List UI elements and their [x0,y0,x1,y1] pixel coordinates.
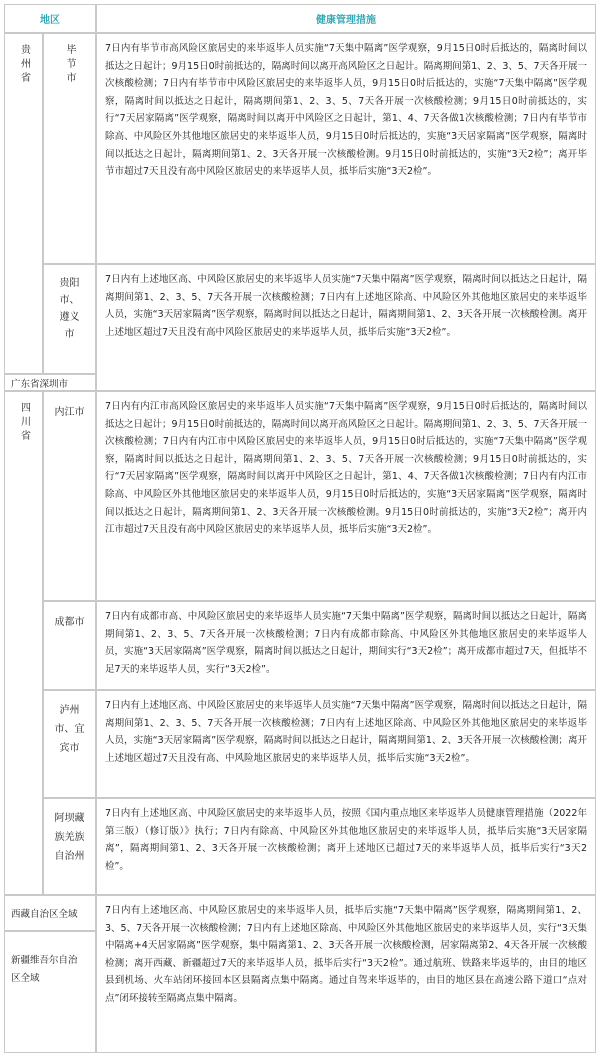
measures-chengdu-text: 7日内有成都市高、中风险区旅居史的来毕返毕人员实施“7天集中隔离”医学观察，隔离时间以抵达之日起计，隔离期间第1、2、3、5、7天各开展一次核酸检测；7日内有成都市除高、中风险区外其他地区旅居史的来毕返毕人员，实施“3天居家隔离”医学观察，隔离时间以抵达之日起计，期间实行“3天2检”；离开成都市超过7天，但抵毕不足7天的来毕返毕人员，实行“3天2检”。 [105,611,587,675]
measures-luzhou-yibin [96,690,596,798]
city-neijiang-label: 内江市 [54,407,85,418]
area-xinjiang [4,931,96,1053]
city-guiyang-zunyi [43,264,96,374]
measures-xizang-xinjiang-text: 7日内有上述地区高、中风险区旅居史的来毕返毕人员，抵毕后实施“7天集中隔离”医学观察，隔离期间第1、2、3、5、7天各开展一次核酸检测；7日内有上述地区除高、中风险区外其他地区旅居史的来毕返毕人员，实行“3天集中隔离+4天居家隔离”医学观察，集中隔离第1、2、3天各开展一次核酸检测，居家隔离第2、4天各开展一次核酸检测；离开西藏、新疆超过7天的来毕返毕人员，抵毕后实行“3天2检”。通过航班、铁路来毕返毕的，由目的地区县到机场、火车站闭环接回本区县隔离点集中隔离。通过自驾来毕返毕的，由目的地区县在高速公路下道口“点对点”闭环接转至隔离点集中隔离。 [105,905,587,1004]
city-luzhou-yibin [43,690,96,798]
city-aba-label: 阿坝藏族羌族自治州 [54,813,85,862]
measures-neijiang-text: 7日内有内江市高风险区旅居史的来毕返毕人员实施“7天集中隔离”医学观察，9月15日0时后抵达的，隔离时间以抵达之日起计；9月15日0时前抵达的，隔离时间以离开高风险区之日起计。隔离期间第1、2、3、5、7天各开展一次核酸检测；7日内有内江市中风险区旅居史的来毕返毕人员，9月15日0时后抵达的，实施“7天集中隔离”医学观察，隔离时间以抵达之日起计，隔离期间第1、2、3、5、7天各开展一次核酸检测；9月15日0时前抵达的，实行“7天居家隔离”医学观察，隔离时间以离开中风险区之日起计，第1、4、7天各做1次核酸检测；7日内有内江市除高、中风险区外其他地区旅居史的来毕返毕人员，9月15日0时后抵达的，实施“3天居家隔离”医学观察，隔离时间以抵达之日起计，隔离期间第1、2、3天各开展一次核酸检测。9月15日0时前抵达的，实施“3天2检”；离开内江市超过7天且没有高中风险区旅居史的来毕返毕人员，抵毕后实施“3天2检”。 [105,401,587,536]
measures-aba [96,798,596,895]
city-luzhou-yibin-label: 泸州市、宜宾市 [54,705,85,754]
city-chengdu-label: 成都市 [54,617,85,628]
province-guizhou-label: 贵州省 [18,44,30,86]
measures-luzhou-yibin-text: 7日内有上述地区高、中风险区旅居史的来毕返毕人员实施“7天集中隔离”医学观察，隔离时间以抵达之日起计，隔离期间第1、2、3、5、7天各开展一次核酸检测；7日内有上述地区除高、中风险区外其他地区旅居史的来毕返毕人员，实施“3天居家隔离”医学观察，隔离时间以抵达之日起计，隔离期间第1、2、3天各开展一次核酸检测；离开上述地区超过7天且没有高、中风险地区旅居史的来毕返毕人员，抵毕后实施“3天2检”。 [105,700,587,764]
measures-aba-text: 7日内有上述地区高、中风险区旅居史的来毕返毕人员，按照《国内重点地区来毕返毕人员健康管理措施（2022年第三版）（修订版）》执行；7日内有除高、中风险区外其他地区旅居史的来毕返毕人员，抵毕后实施“3天居家隔离”，隔离期间第1、2、3天各开展一次核酸检测；离开上述地区已超过7天的来毕返毕人员，抵毕后实行“3天2检”。 [105,808,587,872]
measures-chengdu [96,601,596,690]
city-chengdu [43,601,96,690]
area-guangdong-shenzhen [4,374,96,391]
area-xizang [4,895,96,931]
city-bijie [43,33,96,264]
city-bijie-label: 毕节市 [64,44,75,86]
measures-bijie-text: 7日内有毕节市高风险区旅居史的来毕返毕人员实施“7天集中隔离”医学观察，9月15日0时后抵达的，隔离时间以抵达之日起计；9月15日0时前抵达的，隔离时间以离开高风险区之日起计。隔离期间第1、2、3、5、7天各开展一次核酸检测；7日内有毕节市中风险区旅居史的来毕返毕人员，9月15日0时后抵达的，实施“7天集中隔离”医学观察，隔离时间以抵达之日起计，隔离期间第1、2、3、5、7天各开展一次核酸检测；9月15日0时前抵达的，实行“7天居家隔离”医学观察，隔离时间以离开中风险区之日起计，第1、4、7天各做1次核酸检测；7日内有毕节市除高、中风险区外其他地区旅居史的来毕返毕人员，9月15日0时后抵达的，实施“3天居家隔离”医学观察，隔离时间以抵达之日起计，隔离期间第1、2、3天各开展一次核酸检测。9月15日0时前抵达的，实施“3天2检”；离开毕节市超过7天且没有高中风险区旅居史的来毕返毕人员，抵毕后实施“3天2检”。 [105,43,587,178]
measures-guiyang-zunyi-text: 7日内有上述地区高、中风险区旅居史的来毕返毕人员实施“7天集中隔离”医学观察，隔离时间以抵达之日起计，隔离期间第1、2、3、5、7天各开展一次核酸检测；7日内有上述地区除高、中风险区外其他地区旅居史的来毕返毕人员，实施“3天居家隔离”医学观察，隔离时间以抵达之日起计，隔离期间第1、2、3天各开展一次核酸检测。离开上述地区超过7天且没有高中风险区旅居史的来毕返毕人员，抵毕后实施“3天2检”。 [105,274,587,338]
measures-bijie [96,33,596,264]
measures-neijiang [96,391,596,601]
province-sichuan-label: 四川省 [18,402,30,444]
header-area [4,4,96,33]
header-measures-label: 健康管理措施 [316,15,376,26]
area-xinjiang-label: 新疆维吾尔自治区全域 [11,955,78,984]
city-guiyang-zunyi-label: 贵阳市、遵义市 [59,278,80,340]
city-aba [43,798,96,895]
area-xizang-label: 西藏自治区全域 [11,909,78,920]
province-sichuan [4,391,43,895]
header-measures [96,4,596,33]
area-guangdong-shenzhen-label: 广东省深圳市 [11,378,69,390]
city-neijiang [43,391,96,601]
header-area-label: 地区 [40,15,60,26]
measures-guiyang-zunyi [96,264,596,391]
measures-xizang-xinjiang [96,895,596,1053]
province-guizhou [4,33,43,374]
